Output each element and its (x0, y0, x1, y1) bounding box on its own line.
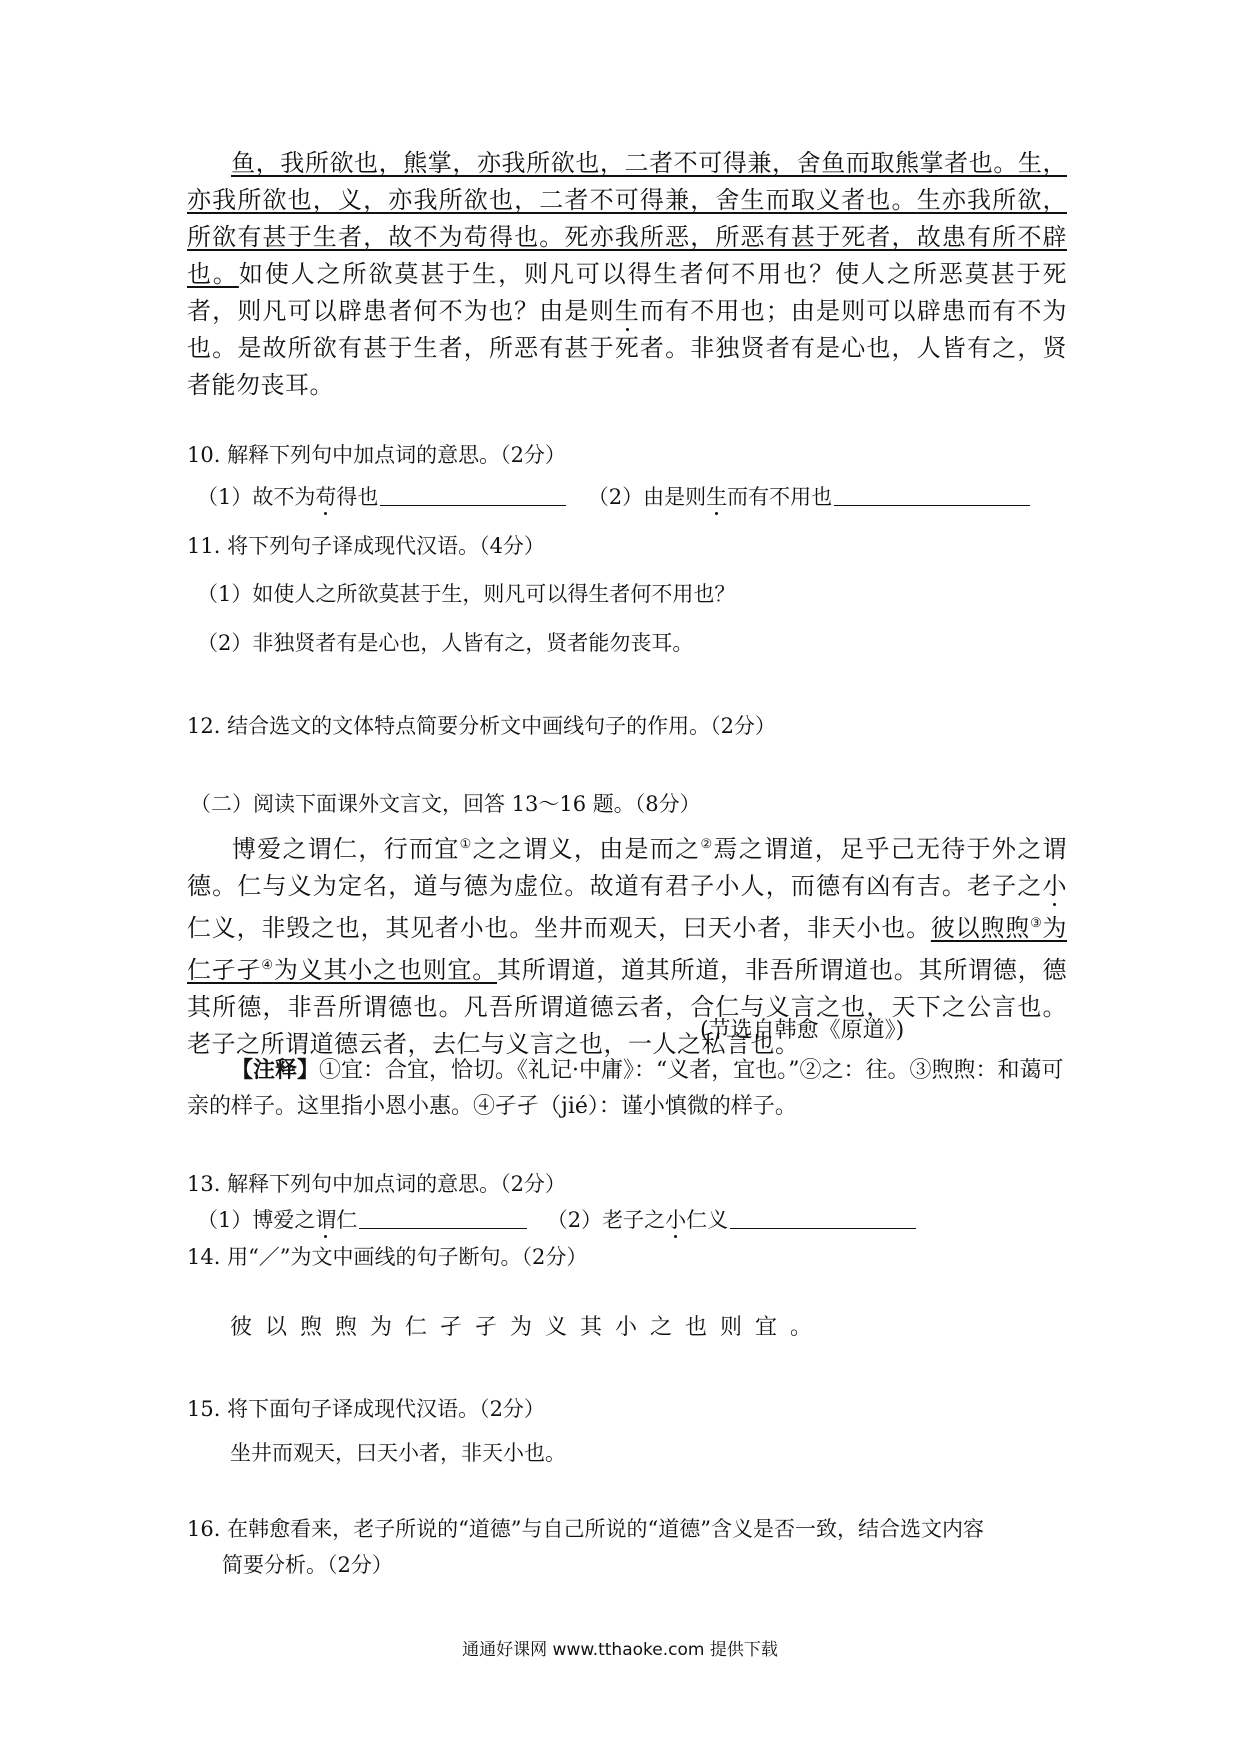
question-14-stem: 14. 用“／”为文中画线的句子断句。（2分） (187, 1245, 588, 1269)
note-ref-1: ① (459, 837, 473, 852)
passage-2-text-1: 博爱之谓仁，行而宜 (231, 835, 460, 863)
note-ref-4: ④ (261, 958, 274, 973)
annotations (187, 1052, 1067, 1125)
passage-2-text-5: 其所谓道，道其所道，非吾所谓道也。其所谓德，德其所德，非吾所谓德也。凡吾所谓道德云者，合仁与义言之也，天下之公言也。老子之所谓道德云者，去仁与义言之也，一人之私言也。 (187, 956, 1068, 1058)
question-16-stem-line1: 16. 在韩愈看来，老子所说的“道德”与自己所说的“道德”含义是否一致，结合选文内容 (187, 1517, 985, 1541)
passage-2 (187, 826, 1067, 1063)
annotations-label: 【注释】 (231, 1057, 320, 1083)
q13-item1-post: 仁 (336, 1208, 358, 1232)
q13-item2-dotted: 小 (665, 1208, 687, 1232)
question-10-items (197, 483, 1030, 511)
page-footer: 通通好课网 www.tthaoke.com 提供下载 (462, 1640, 778, 1660)
passage-2-text-3: 焉之谓道，足乎己无待于外之谓德。仁与义为定名，道与德为虚位。故道有君子小人，而德有凶有吉。老子之 (187, 835, 1068, 900)
q10-item1-dotted: 苟 (315, 485, 337, 509)
passage-2-text-4: 仁义，非毁之也，其见者小也。坐井而观天，曰天小者，非天小也。 (187, 914, 931, 942)
question-11-stem: 11. 将下列句子译成现代汉语。（4分） (187, 534, 545, 558)
q13-answer-blank-1[interactable] (359, 1206, 527, 1229)
passage-2-source: (节选自韩愈《原道》) (700, 1018, 905, 1043)
q10-item2-pre: （2）由是则 (587, 485, 707, 509)
underlined-part-a: 彼以煦煦 (930, 914, 1031, 942)
dotted-word: 生 (614, 297, 640, 325)
passage-1-text-a: 如使人之所欲莫甚于生，则凡可以得生者何不用也？使人之所恶莫甚于死者，则凡可以辟患者何不为也？由是则 (187, 260, 1068, 325)
annotations-text: ①宜：合宜，恰切。《礼记·中庸》：“义者，宜也。”②之：往。③煦煦：和蔼可亲的样子。这里指小恩小惠。④孑孑（jié）：谨小慎微的样子。 (187, 1058, 1064, 1119)
question-11-item-2: （2）非独贤者有是心也，人皆有之，贤者能勿丧耳。 (197, 631, 694, 655)
question-15-stem: 15. 将下面句子译成现代汉语。（2分） (187, 1397, 545, 1421)
q10-item1-post: 得也 (336, 485, 379, 509)
question-11-item-1: （1）如使人之所欲莫甚于生，则凡可以得生者何不用也？ (197, 582, 736, 606)
question-16-stem-line2: 简要分析。（2分） (222, 1553, 393, 1577)
dotted-word-xiao: 小 (1042, 872, 1067, 900)
passage-2-text-2: 之之谓义，由是而之 (472, 835, 701, 863)
passage-1 (187, 145, 1067, 404)
question-13-stem: 13. 解释下列句中加点词的意思。（2分） (187, 1172, 566, 1196)
note-ref-3: ③ (1030, 916, 1043, 931)
section-2-heading: （二）阅读下面课外文言文，回答 13～16 题。（8分） (190, 792, 701, 816)
q10-answer-blank-2[interactable] (834, 483, 1030, 506)
q10-answer-blank-1[interactable] (380, 483, 566, 506)
question-10-stem: 10. 解释下列句中加点词的意思。（2分） (187, 443, 566, 467)
question-13-items (197, 1206, 916, 1234)
note-ref-2: ② (700, 837, 714, 852)
q13-item1-pre: （1）博爱之 (197, 1208, 316, 1232)
passage-1-text-b: 而有不用也；由是则可以辟患而有不为也。是故所欲有甚于生者，所恶有甚于死者。非独贤者有是心也，人皆有之，贤者能勿丧耳。 (187, 297, 1068, 399)
q10-item1-pre: （1）故不为 (197, 485, 316, 509)
q13-item1-dotted: 谓 (315, 1208, 337, 1232)
underlined-part-c: 为义其小之也则宜。 (273, 956, 498, 984)
question-15-sentence: 坐井而观天，曰天小者，非天小也。 (230, 1441, 566, 1465)
q10-item2-dotted: 生 (706, 485, 728, 509)
question-14-sentence: 彼以煦煦为仁孑孑为义其小之也则宜。 (230, 1315, 826, 1340)
q13-item2-post: 仁义 (686, 1208, 729, 1232)
underlined-part-b: 为仁孑孑 (187, 914, 1068, 984)
underlined-sentences: 鱼，我所欲也，熊掌，亦我所欲也，二者不可得兼，舍鱼而取熊掌者也。生，亦我所欲也，义，亦我所欲也，二者不可得兼，舍生而取义者也。生亦我所欲，所欲有甚于生者，故不为苟得也。死亦我所恶，所恶有甚于死者，故患有所不辟也。 (187, 149, 1067, 288)
q13-answer-blank-2[interactable] (730, 1206, 916, 1229)
q10-item2-post: 而有不用也 (727, 485, 833, 509)
question-12-stem: 12. 结合选文的文体特点简要分析文中画线句子的作用。（2分） (187, 714, 776, 738)
q13-item2-pre: （2）老子之 (546, 1208, 666, 1232)
